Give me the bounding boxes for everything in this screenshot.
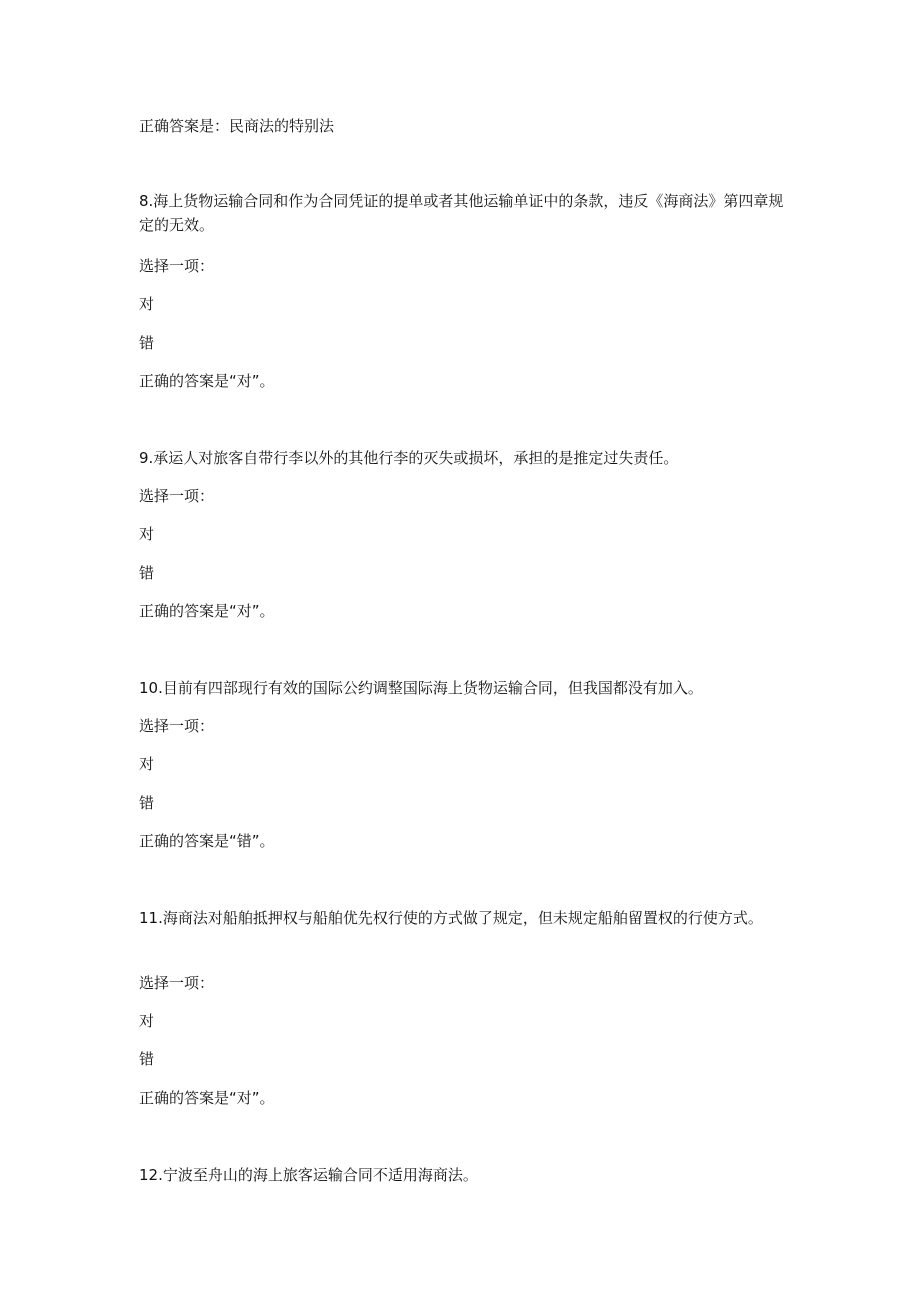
question-8-option-false: 错 xyxy=(139,334,155,352)
question-10-text: 10.目前有四部现行有效的国际公约调整国际海上货物运输合同，但我国都没有加入。 xyxy=(139,679,703,697)
question-8-prompt: 选择一项： xyxy=(139,257,215,275)
question-9-answer: 正确的答案是“对”。 xyxy=(139,602,275,620)
question-11-option-true: 对 xyxy=(139,1012,155,1030)
question-11-option-false: 错 xyxy=(139,1050,155,1068)
question-10-option-false: 错 xyxy=(139,794,155,812)
question-8-answer: 正确的答案是“对”。 xyxy=(139,372,275,390)
question-11-prompt: 选择一项： xyxy=(139,974,215,992)
question-10-answer: 正确的答案是“错”。 xyxy=(139,832,275,850)
question-10-option-true: 对 xyxy=(139,755,155,773)
question-12-text: 12.宁波至舟山的海上旅客运输合同不适用海商法。 xyxy=(139,1166,478,1184)
question-10-prompt: 选择一项： xyxy=(139,717,215,735)
question-8-text: 8.海上货物运输合同和作为合同凭证的提单或者其他运输单证中的条款，违反《海商法》第四章规定的无效。 xyxy=(139,192,784,234)
question-11-answer: 正确的答案是“对”。 xyxy=(139,1089,275,1107)
question-9-prompt: 选择一项： xyxy=(139,487,215,505)
previous-answer: 正确答案是：民商法的特别法 xyxy=(139,117,335,135)
question-8-option-true: 对 xyxy=(139,295,155,313)
question-9-option-false: 错 xyxy=(139,564,155,582)
question-9-option-true: 对 xyxy=(139,525,155,543)
question-11-text: 11.海商法对船舶抵押权与船舶优先权行使的方式做了规定，但未规定船舶留置权的行使方式。 xyxy=(139,909,763,927)
question-9-text: 9.承运人对旅客自带行李以外的其他行李的灭失或损坏，承担的是推定过失责任。 xyxy=(139,449,679,467)
